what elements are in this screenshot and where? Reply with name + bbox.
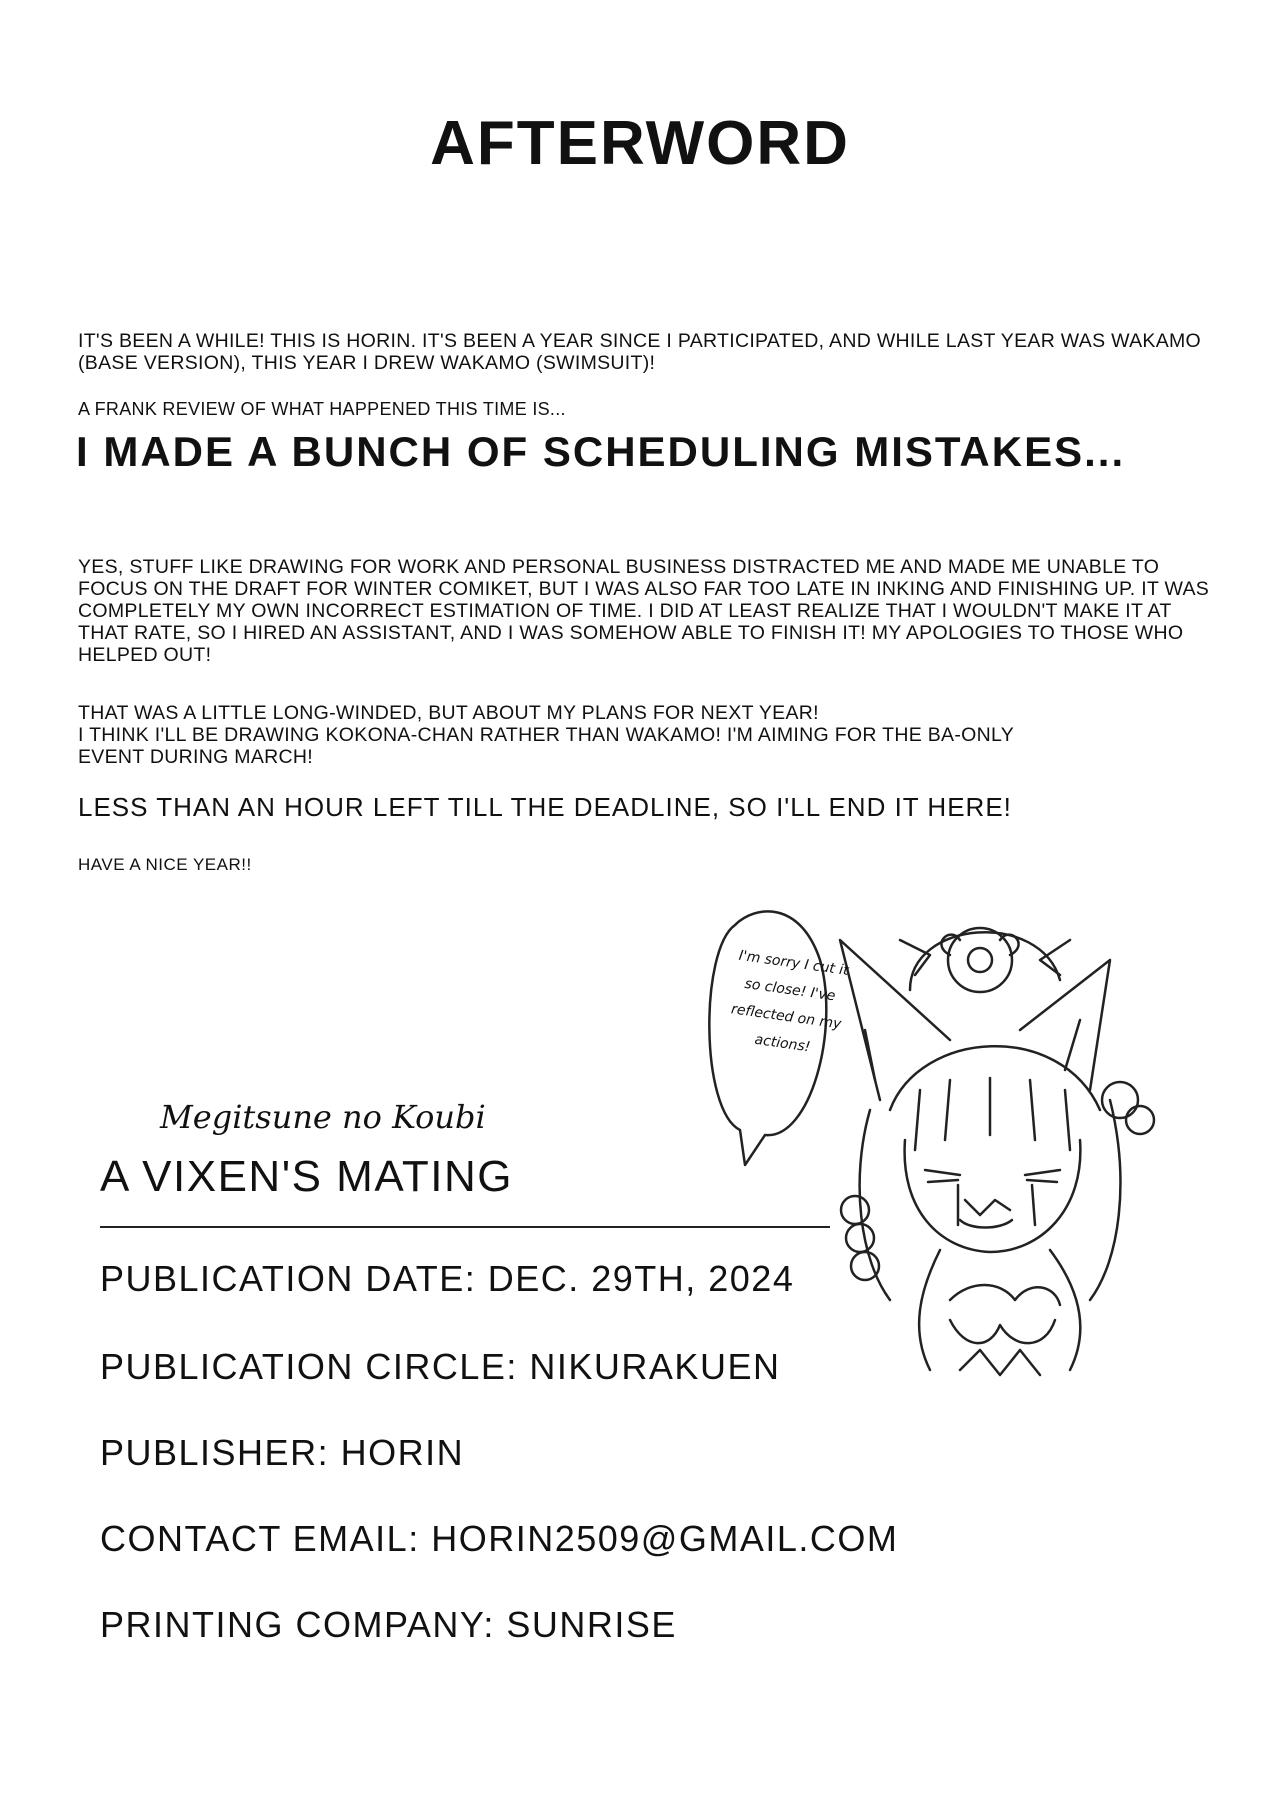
page-title: AFTERWORD: [430, 109, 850, 178]
review-lead: A FRANK REVIEW OF WHAT HAPPENED THIS TIME IS...: [78, 399, 566, 419]
explanation-paragraph: YES, STUFF LIKE DRAWING FOR WORK AND PERSONAL BUSINESS DISTRACTED ME AND MADE ME UNABLE TO FOCUS ON THE DRAFT FOR WINTER COMIKET, BUT I WAS ALSO FAR TOO LATE IN INKING AND FINISHING UP. IT WAS COMPLETELY MY OWN INCORRECT ESTIMATION OF TIME. I DID AT LEAST REALIZE THAT I WOULDN'T MAKE IT AT THAT RATE, SO I HIRED AN ASSISTANT, AND I WAS SOMEHOW ABLE TO FINISH IT! MY APOLOGIES TO THOSE WHO HELPED OUT!: [78, 556, 1210, 666]
plans-line-1: THAT WAS A LITTLE LONG-WINDED, BUT ABOUT MY PLANS FOR NEXT YEAR!: [78, 702, 819, 724]
printing-company: PRINTING COMPANY: SUNRISE: [100, 1604, 677, 1645]
face-outline: [905, 1140, 1081, 1252]
plans-line-2: I THINK I'LL BE DRAWING KOKONA-CHAN RATHER THAN WAKAMO! I'M AIMING FOR THE BA-ONLY EVENT DURING MARCH!: [78, 724, 1014, 768]
headline: I MADE A BUNCH OF SCHEDULING MISTAKES...: [76, 428, 1126, 475]
left-ear: [840, 940, 950, 1100]
body-outline: [919, 1250, 1080, 1370]
intro-paragraph: IT'S BEEN A WHILE! THIS IS HORIN. IT'S BEEN A YEAR SINCE I PARTICIPATED, AND WHILE LAST YEAR WAS WAKAMO (BASE VERSION), THIS YEAR I DREW WAKAMO (SWIMSUIT)!: [78, 330, 1202, 374]
publication-date: PUBLICATION DATE: DEC. 29TH, 2024: [100, 1258, 795, 1299]
closing-line: HAVE A NICE YEAR!!: [78, 855, 252, 874]
title-divider: [100, 1226, 830, 1228]
deadline-line: LESS THAN AN HOUR LEFT TILL THE DEADLINE, SO I'LL END IT HERE!: [78, 792, 1012, 822]
halo-outline: [910, 932, 1060, 990]
contact-email: CONTACT EMAIL: HORIN2509@GMAIL.COM: [100, 1518, 899, 1559]
speech-bubble-text: I'm sorry I cut it so close! I've reflected on my actions!: [730, 947, 850, 1056]
japanese-title: Megitsune no Koubi: [160, 1098, 486, 1136]
book-title: A VIXEN'S MATING: [100, 1152, 513, 1201]
publication-circle: PUBLICATION CIRCLE: NIKURAKUEN: [100, 1346, 781, 1387]
publisher: PUBLISHER: HORIN: [100, 1432, 465, 1473]
